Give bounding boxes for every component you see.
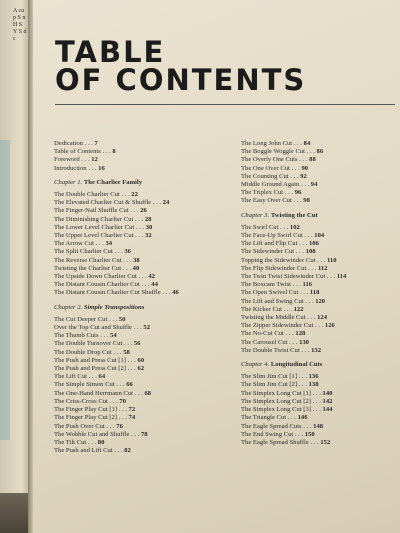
toc-entry: The Push Over Cut . . . 76 [54,422,123,430]
toc-entry: The Criss-Cross Cut . . . 70 [54,397,126,405]
chapter-heading: Chapter 1. The Charlier Family [54,178,142,186]
toc-entry: The Double Drop Cut . . . 58 [54,348,130,356]
toc-entry: The Easy Over Cut . . . 98 [241,197,310,205]
facing-page-text: A cu p S n H S Y S d c [13,8,27,42]
toc-entry: The Counting Cut . . . 92 [241,172,307,180]
toc-entry: The Split Charlier Cut . . . 36 [54,248,131,256]
toc-entry: The Cut Deeper Cut . . . 50 [54,315,126,323]
toc-entry: The Thumb Cuts . . . 54 [54,332,117,340]
toc-entry: The One Over Cut . . . 90 [241,164,309,172]
toc-entry: The Diminishing Charlier Cut . . . 28 [54,215,152,223]
toc-entry: The Tilt Cut . . . 80 [54,438,105,446]
toc-entry: The No-Cut Cut . . . 128 [241,330,306,338]
toc-entry: The Finger Play Cut [1] . . . 72 [54,406,136,414]
toc-entry: The Swirl Cut . . . 102 [241,223,300,231]
book-page [33,0,400,533]
toc-entry: The Elevated Charlier Cut & Shuffle . . . 24 [54,199,170,207]
toc-entry: The Distant Cousin Charlier Cut . . . 44 [54,281,158,289]
facing-page-edge [0,0,30,533]
title-line-2: OF CONTENTS [55,63,307,97]
toc-entry: The Lift Cut . . . 64 [54,373,106,381]
toc-entry: The Slim Jim Cut [2] . . . 138 [241,381,319,389]
toc-column-right [241,140,396,447]
toc-entry: The Flip Sidewinder Cut . . . 112 [241,264,328,272]
toc-entry: The Zipper Sidewinder Cut . . . 126 [241,322,335,330]
toc-entry: The Lower Level Charlier Cut . . . 30 [54,223,153,231]
toc-entry: The Kicker Cut . . . 122 [241,305,304,313]
toc-entry: The Double Turnover Cut . . . 56 [54,340,141,348]
toc-entry: The Double Charlier Cut . . . 22 [54,191,138,199]
toc-entry: The Reverse Charlier Cut . . . 38 [54,256,140,264]
toc-entry: The Open Swivel Cut . . . 118 [241,289,320,297]
toc-entry: The Finger-Nail Shuffle Cut . . . 26 [54,207,147,215]
toc-entry: Twisting the Middle Cut . . . 124 [241,314,327,322]
toc-entry: Dedication . . . 7 [54,140,98,147]
toc-entry: The Wobble Cut and Shuffle . . . 78 [54,430,148,438]
toc-entry: The Upside Down Charlier Cut . . . 42 [54,273,155,281]
toc-entry: The Push and Press Cut [2] . . . 62 [54,365,145,373]
toc-entry: The Arrow Cut . . . 34 [54,240,113,248]
toc-entry: Topping the Sidewinder Cut . . . 110 [241,256,337,264]
toc-entry: The Triangle Cut . . . 146 [241,414,308,422]
facing-page-shadow [0,493,30,533]
title-divider [55,104,395,105]
toc-entry: The Push and Lift Cut . . . 82 [54,447,131,455]
toc-entry: The Slim Jim Cut [1] . . . 136 [241,373,319,381]
toc-entry: The Overly One Cuts . . . 88 [241,156,316,164]
toc-column-left [54,140,244,455]
page-title [55,35,307,97]
toc-entry: Introduction . . . 16 [54,164,105,172]
toc-entry: The One-Hand Herrmann Cut . . . 68 [54,389,152,397]
facing-page-color-strip [0,140,10,440]
toc-entry: The Simplex Long Cut [1] . . . 140 [241,389,333,397]
toc-entry: The Simple Simon Cut . . . 66 [54,381,133,389]
chapter-heading: Chapter 2. Simple Transpositions [54,303,145,311]
toc-entry: The Lift and Flip Cut . . . 106 [241,240,319,248]
title-line-1: TABLE [55,35,166,69]
toc-entry: Twisting the Charlier Cut . . . 40 [54,264,140,272]
toc-entry: Foreword . . . 12 [54,156,98,164]
chapter-heading: Chapter 3. Twisting the Cut [241,211,318,219]
toc-entry: The Push and Press Cut [1] . . . 60 [54,356,145,364]
toc-entry: The Upper Level Charlier Cut . . . 32 [54,232,152,240]
toc-entry: The Boxcam Twist . . . 116 [241,281,313,289]
toc-entry: The Face-Up Swirl Cut . . . 104 [241,232,325,240]
toc-entry: The Twin Twist Sidewinder Cut . . . 114 [241,273,347,281]
toc-entry: The Triplex Cut . . . 96 [241,189,302,197]
toc-entry: The Lift and Swing Cut . . . 120 [241,297,326,305]
toc-entry: The Distant Cousin Charlier Cut Shuffle . . . 46 [54,289,179,297]
toc-entry: The Boggle Woggle Cut . . . 86 [241,148,324,156]
chapter-heading: Chapter 4. Longitudinal Cuts [241,361,323,369]
toc-entry: The Long John Cut . . . 84 [241,140,311,147]
toc-entry: The Simplex Long Cut [3] . . . 144 [241,406,333,414]
toc-entry: The Eagle Spread Shuffle . . . 152 [241,438,331,446]
toc-entry: The Finger Play Cut [2] . . . 74 [54,414,136,422]
toc-entry: The Eagle Spread Cuts . . . 148 [241,422,324,430]
toc-entry: Middle Ground Again . . . 94 [241,181,318,189]
toc-entry: The Simplex Long Cut [2] . . . 142 [241,397,333,405]
toc-entry: The Double Twist Cut . . . 132 [241,346,322,354]
toc-entry: Over the Top Cut and Shuffle . . . 52 [54,324,150,332]
toc-entry: The End Swing Cut . . . 150 [241,430,315,438]
toc-entry: The Carousel Cut . . . 130 [241,338,309,346]
toc-entry: Table of Contents . . . 8 [54,148,116,156]
toc-entry: The Sidewinder Cut . . . 108 [241,248,316,256]
